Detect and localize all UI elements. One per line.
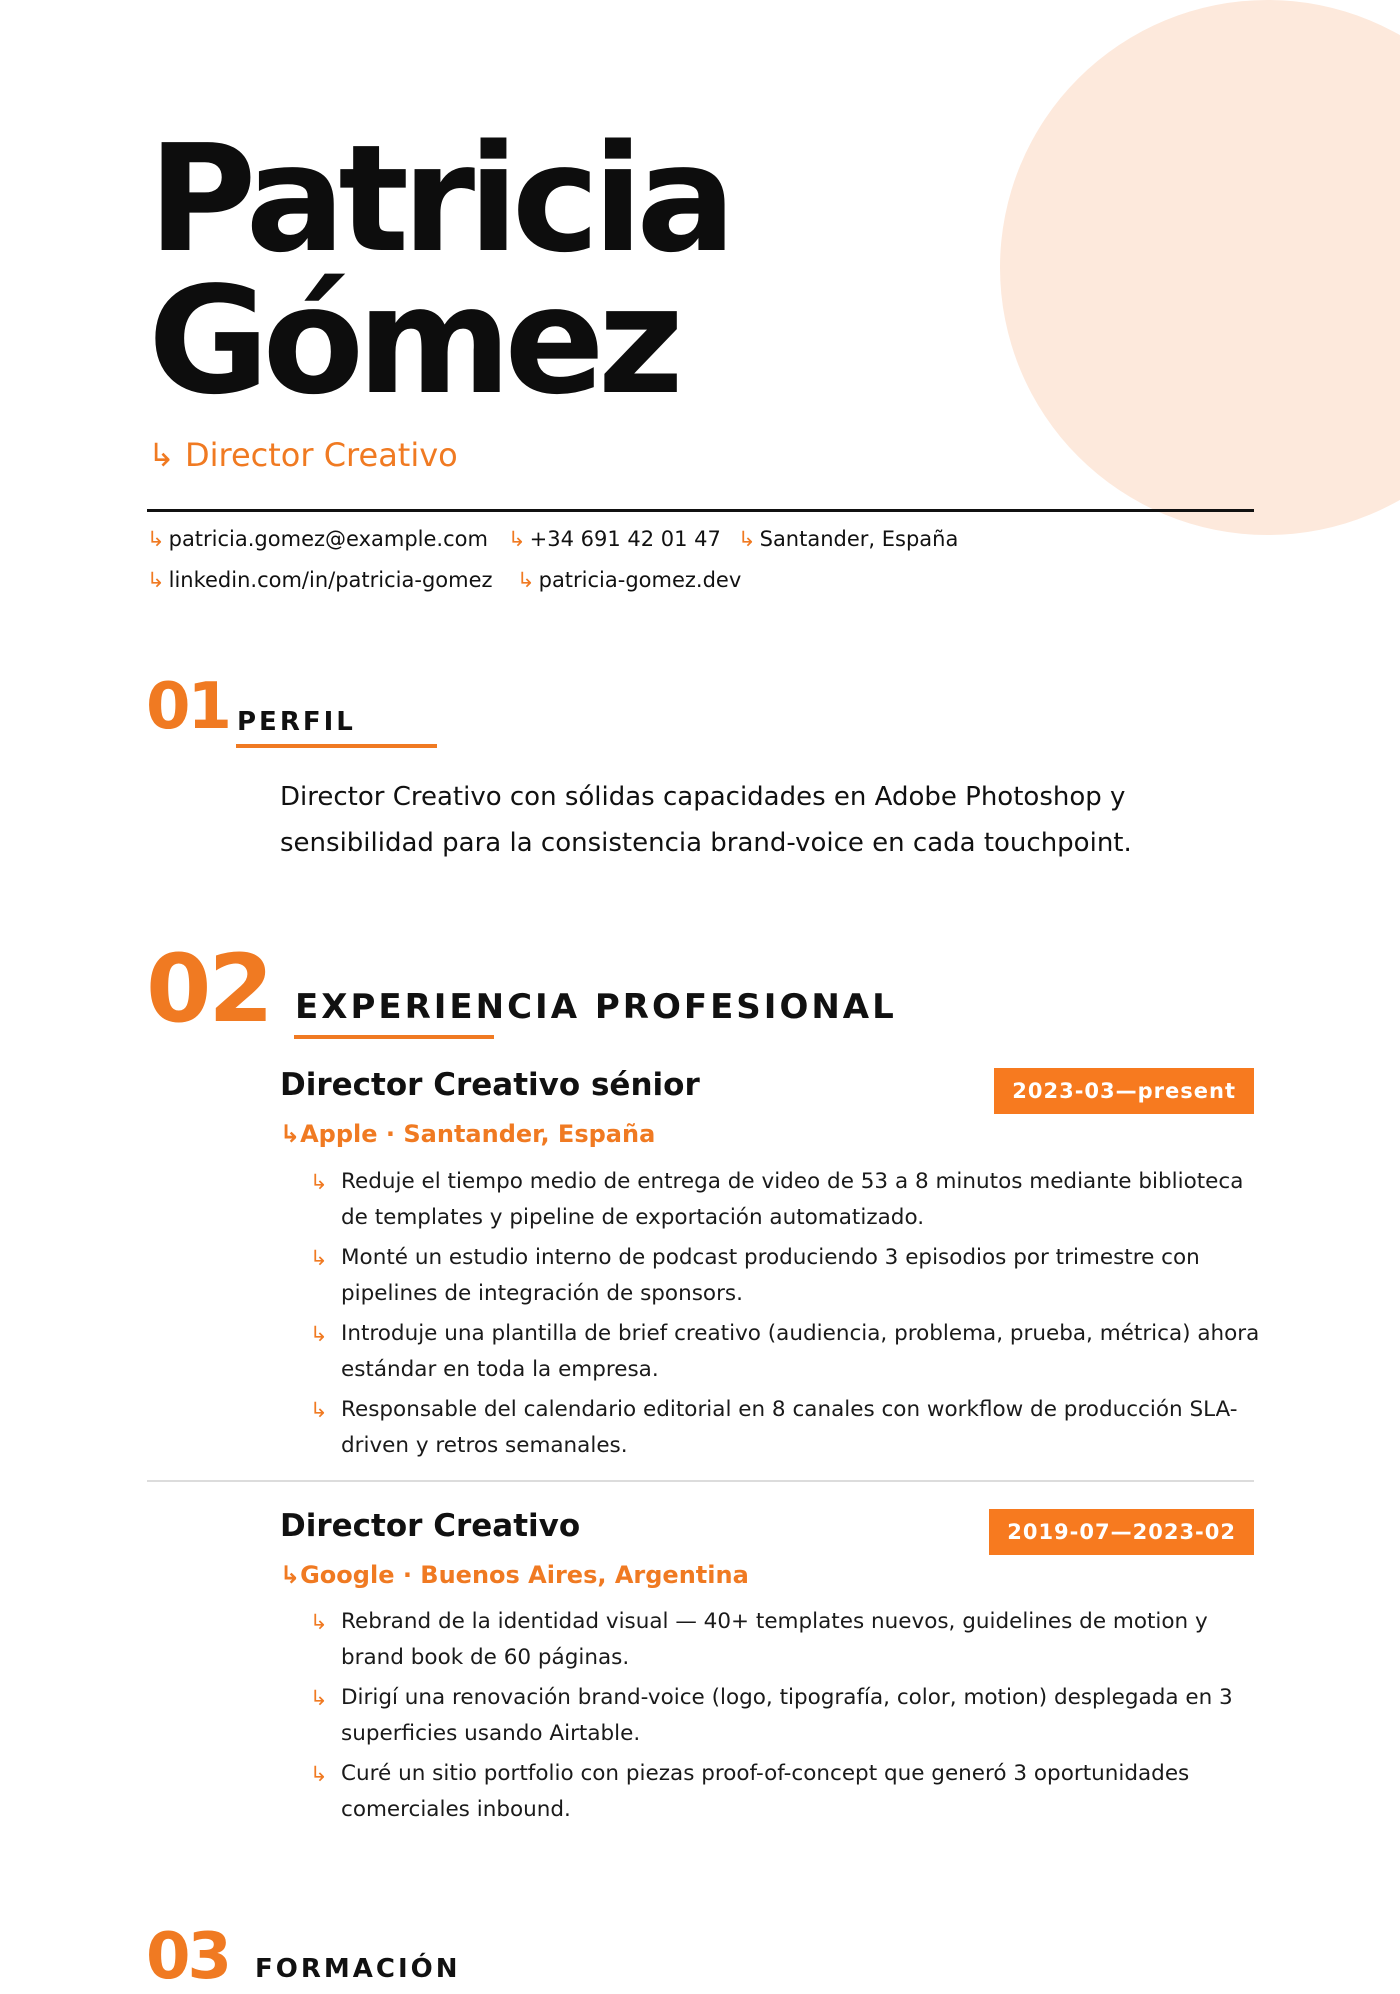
section-number-experience: 02 [146, 935, 271, 1044]
list-item: ↳ Reduje el tiempo medio de entrega de video de 53 a 8 minutos mediante biblioteca de templates y pipeline de exportación automatizado. [310, 1164, 1260, 1236]
linkedin-text: linkedin.com/in/patricia-gomez [168, 568, 493, 592]
first-name: Patricia [148, 113, 730, 285]
job-company [280, 1120, 655, 1148]
list-item: ↳ Rebrand de la identidad visual — 40+ templates nuevos, guidelines de motion y brand book de 60 páginas. [310, 1604, 1260, 1676]
section-number-education: 03 [146, 1920, 230, 1994]
email-text: patricia.gomez@example.com [168, 527, 488, 551]
list-item: ↳ Curé un sitio portfolio con piezas proof-of-concept que generó 3 oportunidades comerciales inbound. [310, 1756, 1260, 1828]
arrow-icon: ↳ [310, 1398, 328, 1422]
contact-location [738, 527, 958, 551]
contact-email[interactable] [147, 527, 488, 551]
arrow-icon: ↳ [310, 1246, 328, 1270]
list-item: ↳ Responsable del calendario editorial en 8 canales con workflow de producción SLA-driven y retros semanales. [310, 1392, 1260, 1464]
arrow-icon: ↳ [310, 1686, 328, 1710]
job-title: Director Creativo sénior [280, 1067, 700, 1103]
job-bullets [310, 1604, 1260, 1832]
website-text: patricia-gomez.dev [538, 568, 742, 592]
arrow-icon: ↳ [517, 568, 535, 592]
profile-summary: Director Creativo con sólidas capacidades en Adobe Photoshop y sensibilidad para la consistencia brand-voice en cada touchpoint. [280, 782, 1132, 858]
candidate-name [148, 113, 730, 427]
arrow-icon: ↳ [310, 1322, 328, 1346]
arrow-icon: ↳ [148, 436, 175, 474]
arrow-icon: ↳ [147, 568, 165, 592]
contact-phone[interactable] [508, 527, 721, 551]
section-underline-experience [294, 1035, 494, 1039]
arrow-icon: ↳ [147, 527, 165, 551]
section-title-education: FORMACIÓN [255, 1954, 461, 1984]
job-company [280, 1561, 749, 1589]
location-text: Santander, España [759, 527, 959, 551]
arrow-icon: ↳ [280, 1120, 301, 1148]
decorative-circle [1000, 0, 1400, 535]
arrow-icon: ↳ [310, 1762, 328, 1786]
job-dates-badge: 2019-07—2023-02 [989, 1509, 1254, 1555]
section-title-profile: PERFIL [237, 707, 356, 737]
contact-linkedin[interactable] [147, 568, 493, 592]
role-label: Director Creativo [184, 436, 458, 474]
job-dates-badge: 2023-03—present [994, 1068, 1254, 1114]
header-divider [147, 509, 1254, 512]
job-role [148, 436, 458, 474]
phone-text: +34 691 42 01 47 [529, 527, 721, 551]
contact-website[interactable] [517, 568, 741, 592]
arrow-icon: ↳ [310, 1610, 328, 1634]
list-item: ↳ Monté un estudio interno de podcast produciendo 3 episodios por trimestre con pipelines de integración de sponsors. [310, 1240, 1260, 1312]
section-underline-profile [236, 744, 437, 748]
last-name: Gómez [148, 255, 677, 427]
list-item: ↳ Introduje una plantilla de brief creativo (audiencia, problema, prueba, métrica) ahora estándar en toda la empresa. [310, 1316, 1260, 1388]
arrow-icon: ↳ [738, 527, 756, 551]
company-text: Apple · Santander, España [300, 1120, 656, 1148]
list-item: ↳ Dirigí una renovación brand-voice (logo, tipografía, color, motion) desplegada en 3 superficies usando Airtable. [310, 1680, 1260, 1752]
arrow-icon: ↳ [280, 1561, 301, 1589]
arrow-icon: ↳ [310, 1170, 328, 1194]
job-bullets [310, 1164, 1260, 1468]
company-text: Google · Buenos Aires, Argentina [300, 1561, 749, 1589]
section-title-experience: EXPERIENCIA PROFESIONAL [295, 987, 897, 1027]
job-divider [147, 1480, 1254, 1482]
job-title: Director Creativo [280, 1508, 581, 1544]
arrow-icon: ↳ [508, 527, 526, 551]
section-number-profile: 01 [146, 670, 230, 744]
